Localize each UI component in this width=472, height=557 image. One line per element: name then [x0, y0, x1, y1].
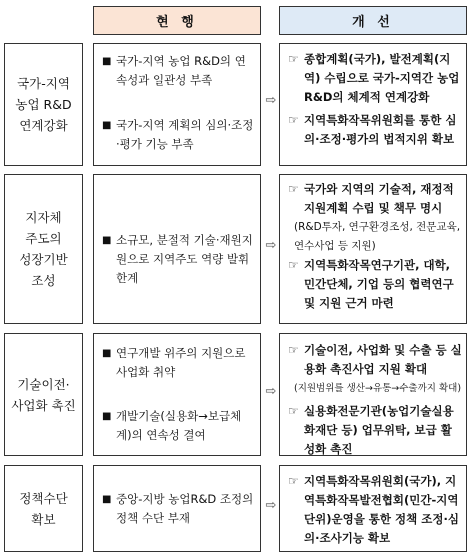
current-cell-row-3	[93, 333, 261, 456]
arrow-right-icon: ⇨	[265, 93, 277, 108]
improvement-subnote-text: (지원범위를 생산→유통→수출까지 확대)	[294, 383, 462, 394]
improvement-cell-row-3	[279, 333, 467, 456]
improvement-item	[288, 256, 462, 313]
current-item-text: 연구개발 위주의 지원으로 사업화 취약	[116, 346, 246, 379]
square-bullet-icon: ■	[102, 411, 112, 422]
category-row-3	[4, 333, 83, 456]
pointing-hand-icon: ☞	[288, 343, 299, 357]
improvement-item-text: 지역특화작목연구기관, 대학, 민간단체, 기업 등의 협력연구 및 지원 근거 마련	[304, 258, 454, 310]
category-row-2	[4, 174, 83, 324]
current-item	[102, 52, 254, 90]
current-cell-row-2	[93, 174, 261, 324]
square-bullet-icon: ■	[102, 56, 112, 67]
category-row-1	[4, 43, 83, 166]
improvement-subnote-text: (R&D투자, 연구환경조성, 전문교육, 연수사업 등 지원)	[294, 221, 461, 252]
category-line: 성장기반	[19, 252, 68, 267]
category-line: 연계강화	[19, 118, 68, 133]
arrow-right-icon: ⇨	[265, 498, 277, 513]
improvement-item	[288, 341, 462, 379]
category-line: 국가-지역	[17, 76, 70, 91]
improvement-item-text: 지역특화작목위원회(국가), 지역특화작목발전협회(민간-지역단위)운영을 통한 정책 조정·심의·조사기능 확보	[304, 474, 459, 545]
improvement-item	[288, 180, 462, 218]
square-bullet-icon: ■	[102, 235, 112, 246]
pointing-hand-icon: ☞	[288, 52, 299, 66]
pointing-hand-icon: ☞	[288, 113, 299, 127]
category-line: 확보	[31, 511, 56, 527]
square-bullet-icon: ■	[102, 120, 112, 131]
current-item	[102, 231, 254, 288]
improvement-subnote	[288, 218, 462, 256]
current-item-text: 개발기술(실용화→보급체계)의 연속성 결여	[116, 409, 242, 442]
current-item	[102, 116, 254, 154]
header-improvement-label: 개 선	[352, 15, 394, 30]
improvement-cell-row-4	[279, 465, 467, 552]
category-line: 주도의	[25, 231, 62, 246]
square-bullet-icon: ■	[102, 494, 112, 505]
improvement-item-text: 국가와 지역의 기술적, 재정적 지원계획 수립 및 책무 명시	[304, 182, 454, 215]
improvement-item	[288, 472, 462, 548]
improvement-subnote	[288, 379, 462, 398]
improvement-item-text: 지역특화작목위원회를 통한 심의·조정·평가의 법적지위 확보	[304, 113, 457, 146]
pointing-hand-icon: ☞	[288, 182, 299, 196]
current-item-text: 소규모, 분절적 기술·재원지원으로 지역주도 역량 발휘 한계	[116, 233, 253, 285]
current-item	[102, 407, 254, 445]
improvement-cell-row-2	[279, 174, 467, 324]
current-item	[102, 344, 254, 382]
improvement-item	[288, 50, 462, 107]
improvement-item-text: 기술이전, 사업화 및 수출 등 실용화 촉진사업 지원 확대	[304, 343, 462, 376]
current-item	[102, 490, 254, 528]
improvement-item	[288, 111, 462, 149]
square-bullet-icon: ■	[102, 348, 112, 359]
arrow-right-icon: ⇨	[265, 238, 277, 253]
current-item-text: 국가-지역 농업 R&D의 연속성과 일관성 부족	[116, 54, 246, 87]
category-line: 지자체	[25, 210, 62, 225]
pointing-hand-icon: ☞	[288, 474, 299, 488]
improvement-item-text: 종합계획(국가), 발전계획(지역) 수립으로 국가-지역간 농업 R&D의 체계적 연계강화	[304, 52, 460, 104]
category-row-4	[4, 465, 83, 552]
current-cell-row-1	[93, 43, 261, 166]
pointing-hand-icon: ☞	[288, 258, 299, 272]
improvement-item-text: 실용화전문기관(농업기술실용화재단 등) 업무위탁, 보급 활성화 촉진	[304, 404, 454, 456]
category-line: 사업화 촉진	[11, 397, 76, 413]
pointing-hand-icon: ☞	[288, 404, 299, 418]
category-line: 농업 R&D	[15, 97, 72, 112]
header-current-label: 현 행	[156, 15, 198, 30]
header-improvement	[279, 6, 467, 35]
current-item-text: 국가-지역 계획의 심의·조정·평가 기능 부족	[116, 118, 254, 151]
improvement-item	[288, 402, 462, 459]
arrow-right-icon: ⇨	[265, 384, 277, 399]
category-line: 조성	[31, 273, 56, 288]
header-current	[93, 6, 261, 35]
category-line: 기술이전·	[17, 376, 70, 392]
current-item-text: 중앙-지방 농업R&D 조정의 정책 수단 부재	[116, 492, 254, 525]
current-cell-row-4	[93, 465, 261, 552]
category-line: 정책수단	[19, 490, 68, 506]
improvement-cell-row-1	[279, 43, 467, 166]
